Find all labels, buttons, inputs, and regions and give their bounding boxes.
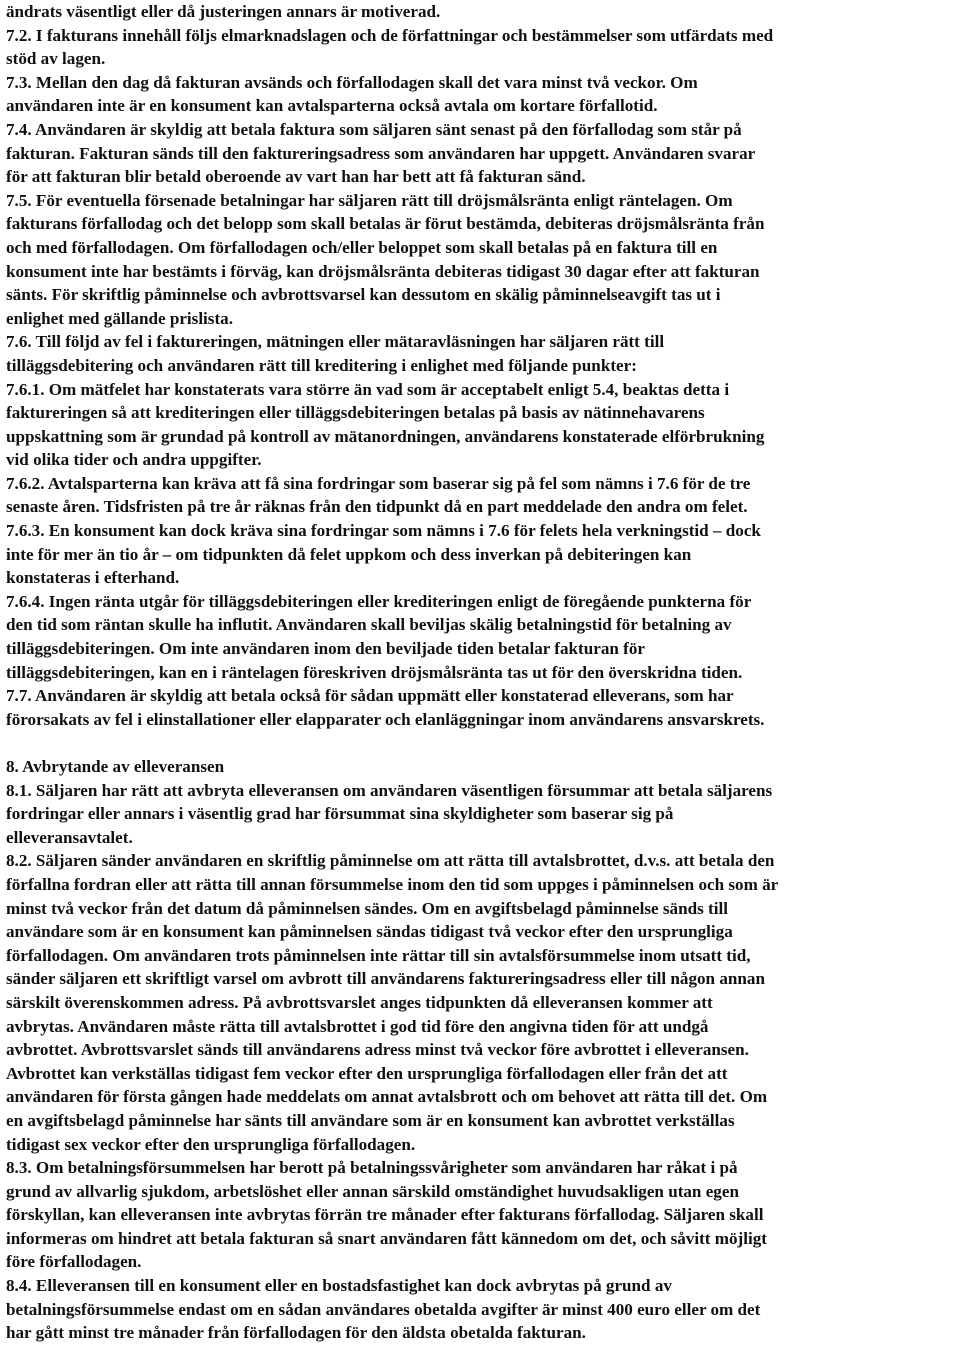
text-line: tilläggsdebitering och användaren rätt till kreditering i enlighet med följande punkter: (6, 355, 637, 375)
text-line: Avbrottet kan verkställas tidigast fem veckor efter den ursprungliga förfallodagen eller från det att (6, 1063, 728, 1083)
text-line: tidigast sex veckor efter den ursprungliga förfallodagen. (6, 1134, 416, 1154)
text-line: grund av allvarlig sjukdom, arbetslöshet eller annan särskild omständighet huvudsakligen utan egen (6, 1181, 739, 1201)
text-line: 7.6. Till följd av fel i faktureringen, mätningen eller mätaravläsningen har säljaren rätt till (6, 332, 665, 352)
blank-line (6, 731, 956, 755)
text-line: avbrytas. Användaren måste rätta till avtalsbrottet i god tid före den angivna tiden för att undgå (6, 1016, 709, 1036)
text-line: och med förfallodagen. Om förfallodagen och/eller beloppet som skall betalas på en faktura till en (6, 237, 718, 257)
text-line: före förfallodagen. (6, 1252, 142, 1272)
text-line: 7.2. I fakturans innehåll följs elmarknadslagen och de författningar och bestämmelser som utfärdats med (6, 25, 774, 45)
text-line: stöd av lagen. (6, 49, 106, 69)
text-line: 7.3. Mellan den dag då fakturan avsänds och förfallodagen skall det vara minst två veckor. Om (6, 72, 698, 92)
text-line: 8.3. Om betalningsförsummelsen har berott på betalningssvårigheter som användaren har råkat i på (6, 1158, 738, 1178)
text-line: enlighet med gällande prislista. (6, 308, 233, 328)
text-line: 8.4. Elleveransen till en konsument eller en bostadsfastighet kan dock avbrytas på grund av (6, 1276, 672, 1296)
text-line: elleveransavtalet. (6, 827, 133, 847)
text-line: fakturan. Fakturan sänds till den faktureringsadress som användaren har uppgett. Användaren svarar (6, 143, 756, 163)
text-line: sänder säljaren ett skriftligt varsel om avbrott till användarens faktureringsadress eller till någon annan (6, 969, 765, 989)
text-line: användaren inte är en konsument kan avtalsparterna också avtala om kortare förfallotid. (6, 96, 658, 116)
text-line: tilläggsdebiteringen. Om inte användaren inom den beviljade tiden betalar fakturan för (6, 639, 645, 659)
text-line: 7.6.4. Ingen ränta utgår för tilläggsdebiteringen eller krediteringen enligt de föregående punkterna för (6, 591, 752, 611)
text-line: 7.6.1. Om mätfelet har konstaterats vara större än vad som är acceptabelt enligt 5.4, beaktas detta i (6, 379, 730, 399)
text-line: 7.5. För eventuella försenade betalningar har säljaren rätt till dröjsmålsränta enligt räntelagen. Om (6, 190, 733, 210)
text-line: användare som är en konsument kan påminnelsen sändas tidigast två veckor efter den ursprungliga (6, 922, 733, 942)
text-line: för att fakturan blir betald oberoende av vart han har bett att få fakturan sänd. (6, 167, 586, 187)
text-line: fakturans förfallodag och det belopp som skall betalas är förut bestämda, debiteras dröjsmålsränta från (6, 214, 765, 234)
text-line: förfallna fordran eller att rätta till annan försummelse inom den tid som uppges i påminnelsen och som är (6, 874, 779, 894)
text-line: 7.4. Användaren är skyldig att betala faktura som säljaren sänt senast på den förfallodag som står på (6, 119, 742, 139)
text-line: uppskattning som är grundad på kontroll av mätanordningen, användarens konstaterade elförbrukning (6, 426, 765, 446)
text-line: förorsakats av fel i elinstallationer eller elapparater och elanläggningar inom användarens ansvarskrets. (6, 709, 765, 729)
text-line: 7.6.3. En konsument kan dock kräva sina fordringar som nämns i 7.6 för felets hela verkningstid – dock (6, 521, 761, 541)
text-line: 7.6.2. Avtalsparterna kan kräva att få sina fordringar som baserar sig på fel som nämns i 7.6 för de tre (6, 473, 751, 493)
text-line: inte för mer än tio år – om tidpunkten då felet uppkom och dess inverkan på debiteringen kan (6, 544, 692, 564)
text-line: betalningsförsummelse endast om en sådan användares obetalda avgifter är minst 400 euro eller om det (6, 1299, 761, 1319)
text-line: sänts. För skriftlig påminnelse och avbrottsvarsel kan dessutom en skälig påminnelseavgift tas ut i (6, 285, 721, 305)
text-line: en avgiftsbelagd påminnelse har sänts till användare som är en konsument kan avbrottet verkställas (6, 1110, 735, 1130)
text-line: konstateras i efterhand. (6, 568, 180, 588)
text-line: användaren för första gången hade meddelats om annat avtalsbrott och om behovet att rätta till det. Om (6, 1087, 768, 1107)
text-line: 8. Avbrytande av elleveransen (6, 757, 225, 776)
text-line: avbrottet. Avbrottsvarslet sänds till användarens adress minst två veckor före avbrottet i elleveransen. (6, 1040, 749, 1060)
text-line: 8.1. Säljaren har rätt att avbryta elleveransen om användaren väsentligen försummar att betala säljarens (6, 780, 773, 800)
text-line: förskyllan, kan elleveransen inte avbrytas förrän tre månader efter fakturans förfallodag. Säljaren skall (6, 1205, 764, 1225)
text-line: tilläggsdebiteringen, kan en i räntelagen föreskriven dröjsmålsränta tas ut för den överskridna tiden. (6, 662, 743, 682)
text-line: faktureringen så att krediteringen eller tilläggsdebiteringen betalas på basis av nätinnehavarens (6, 403, 705, 423)
text-line: 7.7. Användaren är skyldig att betala också för sådan uppmätt eller konstaterad elleverans, som har (6, 686, 734, 706)
text-line: vid olika tider och andra uppgifter. (6, 450, 262, 470)
text-line: senaste åren. Tidsfristen på tre år räknas från den tidpunkt då en part meddelade den andra om felet. (6, 497, 748, 517)
text-line: fordringar eller annars i väsentlig grad har försummat sina skyldigheter som baserar sig på (6, 804, 674, 824)
text-line: den tid som räntan skulle ha influtit. Användaren skall beviljas skälig betalningstid för betalning av (6, 615, 732, 635)
text-line: särskilt överenskommen adress. På avbrottsvarslet anges tidpunkten då elleveransen kommer att (6, 992, 713, 1012)
text-line: ändrats väsentligt eller då justeringen annars är motiverad. (6, 2, 441, 21)
text-line: 8.2. Säljaren sänder användaren en skriftlig påminnelse om att rätta till avtalsbrottet, d.v.s. att betala den (6, 851, 775, 871)
text-line: informeras om hindret att betala fakturan så snart användaren fått kännedom om det, och såvitt möjligt (6, 1228, 767, 1248)
text-line: minst två veckor från det datum då påminnelsen sändes. Om en avgiftsbelagd påminnelse sänds till (6, 898, 728, 918)
text-line: förfallodagen. Om användaren trots påminnelsen inte rättar till sin avtalsförsummelse inom utsatt tid, (6, 945, 751, 965)
text-line: har gått minst tre månader från förfallodagen för den äldsta obetalda fakturan. (6, 1323, 586, 1343)
text-line: konsument inte har bestämts i förväg, kan dröjsmålsränta debiteras tidigast 30 dagar efter att fakturan (6, 261, 760, 281)
document-text (6, 0, 956, 1345)
